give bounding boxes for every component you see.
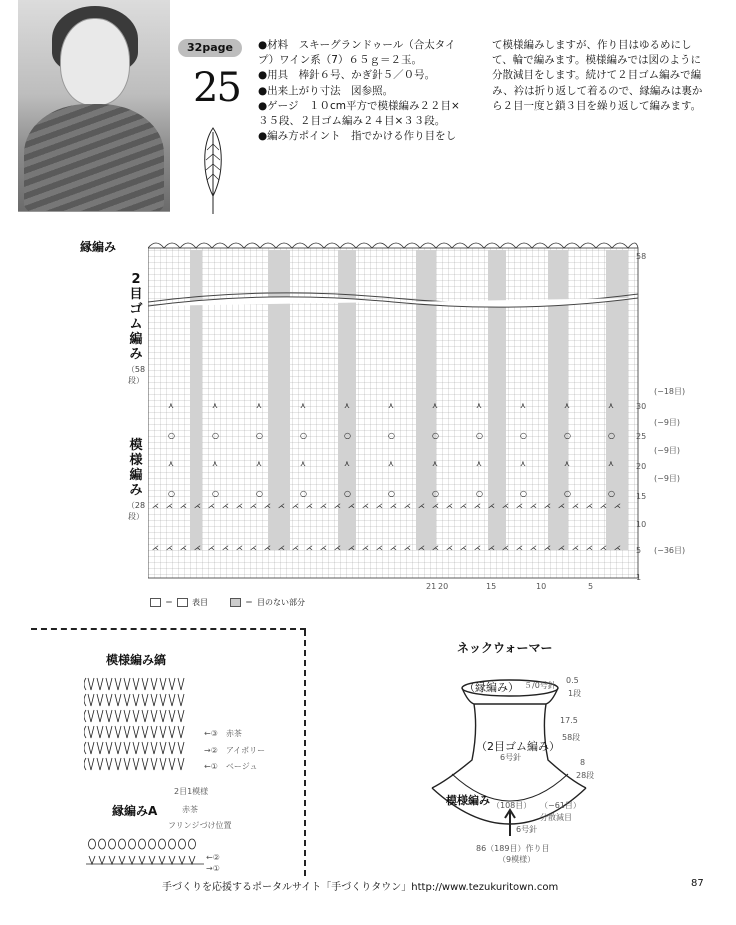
stitch-symbol <box>115 678 121 690</box>
edge-a-diagram <box>86 834 206 870</box>
stitch-symbol <box>169 694 175 706</box>
stitch-symbol <box>178 694 184 706</box>
stitch-symbol: ⋌ <box>306 502 313 510</box>
stitch-symbol <box>115 694 121 706</box>
stitch-symbol: ⋏ <box>256 401 262 410</box>
col-number: 15 <box>486 582 497 591</box>
stitch-symbol: ⋌ <box>334 544 341 552</box>
stitch-symbol: ○ <box>432 431 439 440</box>
stitch-symbol <box>142 726 148 738</box>
stitch-symbol <box>106 710 112 722</box>
col-number: 21 <box>426 582 437 591</box>
stitch-symbol: ⋏ <box>212 401 218 410</box>
stitch-symbol: ⋏ <box>256 459 262 468</box>
stitch-symbol: ⋌ <box>614 502 621 510</box>
stripe-row: ←① ベージュ <box>204 762 258 771</box>
stitch-symbol: ⋌ <box>306 544 313 552</box>
edge-a-row: ←② <box>206 853 220 862</box>
stitch-symbol: ⋌ <box>208 544 215 552</box>
stitch-symbol: ○ <box>432 489 439 498</box>
neck-bottom-a: 86（189目）作り目 <box>476 844 550 853</box>
legend-swatch-blank <box>177 598 188 607</box>
section-divider <box>31 628 306 630</box>
stitch-symbol: ⋌ <box>166 544 173 552</box>
stitch-symbol: ○ <box>520 431 527 440</box>
stitch-symbol <box>160 678 166 690</box>
decrease-label: (−9目) <box>654 474 681 483</box>
stitch-symbol <box>88 710 94 722</box>
stitch-symbol <box>133 758 139 770</box>
stitch-symbol: ⋌ <box>348 544 355 552</box>
stitch-symbol: ⋏ <box>168 401 174 410</box>
stitch-symbol: ⋌ <box>488 502 495 510</box>
stitch-symbol <box>169 758 175 770</box>
stitch-symbol <box>169 839 176 849</box>
neck-rib-rows: 58段 <box>562 733 581 742</box>
stitch-symbol <box>97 742 103 754</box>
stitch-symbol <box>151 758 157 770</box>
stitch-symbol: ⋌ <box>194 544 201 552</box>
stitch-symbol <box>115 742 121 754</box>
stitch-symbol: ○ <box>388 431 395 440</box>
stitch-symbol <box>124 726 130 738</box>
stitch-symbol: ⋏ <box>344 401 350 410</box>
stitch-symbol: ○ <box>212 489 219 498</box>
stitch-symbol <box>88 678 94 690</box>
stitch-symbol <box>124 710 130 722</box>
stitch-symbol <box>97 710 103 722</box>
row-number: 25 <box>636 432 647 441</box>
stitch-symbol <box>88 726 94 738</box>
decrease-label: (−18目) <box>654 387 686 396</box>
stitch-symbol: ⋏ <box>388 401 394 410</box>
stripe-title: 模様編み縞 <box>106 653 167 667</box>
info-line: ●ゲージ １０cm平方で模様編み２２目×３５段、２目ゴム編み２４目×３３段。 <box>258 99 460 128</box>
stitch-symbol: ⋌ <box>250 544 257 552</box>
stitch-symbol <box>89 839 96 849</box>
stitch-symbol <box>106 742 112 754</box>
stitch-symbol <box>151 726 157 738</box>
stitch-symbol <box>151 742 157 754</box>
stitch-symbol: ⋏ <box>520 459 526 468</box>
stitch-symbol: ⋌ <box>600 544 607 552</box>
model-photo <box>18 0 170 212</box>
info-line: ●用具 棒針６号、かぎ針５／０号。 <box>258 69 436 82</box>
stitch-symbol <box>115 710 121 722</box>
stitch-symbol: ⋌ <box>502 502 509 510</box>
stitch-symbol: ⋌ <box>418 502 425 510</box>
chart-legend <box>150 597 305 608</box>
stitch-symbol: ⋌ <box>390 544 397 552</box>
stitch-symbol: ○ <box>608 489 615 498</box>
col-number: 5 <box>588 582 594 591</box>
stitch-symbol: ⋏ <box>564 401 570 410</box>
stitch-symbol: ⋌ <box>558 544 565 552</box>
row-number: 30 <box>636 402 647 411</box>
stitch-symbol <box>124 694 130 706</box>
stitch-symbol: ○ <box>212 431 219 440</box>
stitch-symbol: ⋌ <box>250 502 257 510</box>
stitch-symbol: ⋏ <box>608 459 614 468</box>
stitch-symbol <box>142 758 148 770</box>
stitch-symbol: ⋌ <box>432 502 439 510</box>
neck-decrease-b: （−61目） <box>540 801 581 810</box>
stitch-symbol <box>159 839 166 849</box>
stitch-symbol: ⋏ <box>432 459 438 468</box>
stitch-symbol: ⋌ <box>320 502 327 510</box>
stitch-symbol <box>169 710 175 722</box>
neck-decrease-a: （108目） <box>492 801 532 810</box>
stitch-symbol: ⋌ <box>586 502 593 510</box>
stitch-symbol: ⋌ <box>334 502 341 510</box>
stitch-symbol <box>119 839 126 849</box>
stitch-symbol <box>124 742 130 754</box>
stitch-symbol: ⋌ <box>502 544 509 552</box>
edge-a-title: 縁編みA <box>112 804 158 818</box>
stitch-symbol: ⋌ <box>418 544 425 552</box>
leaf-icon <box>198 124 228 216</box>
stitch-symbol <box>88 758 94 770</box>
stitch-symbol <box>169 742 175 754</box>
stitch-symbol <box>151 710 157 722</box>
edge-label: 縁編み <box>80 240 117 254</box>
stitch-symbol: ○ <box>256 431 263 440</box>
stitch-symbol: ⋌ <box>376 544 383 552</box>
stitch-symbol: ○ <box>256 489 263 498</box>
stitch-symbol: ⋌ <box>460 544 467 552</box>
row-number: 1 <box>636 573 642 582</box>
stitch-symbol: ⋏ <box>608 401 614 410</box>
stitch-symbol <box>133 742 139 754</box>
stitch-symbol <box>142 694 148 706</box>
stitch-symbol <box>160 726 166 738</box>
stitch-symbol: ⋏ <box>344 459 350 468</box>
neck-rib-needle: 6号針 <box>500 753 522 762</box>
stitch-symbol: ⋌ <box>586 544 593 552</box>
stitch-symbol: ⋌ <box>362 544 369 552</box>
stitch-symbol: ⋌ <box>404 502 411 510</box>
row-number: 15 <box>636 492 647 501</box>
neck-pattern-label: 模様編み <box>446 794 490 807</box>
stitch-symbol <box>106 678 112 690</box>
stitch-symbol: ○ <box>520 489 527 498</box>
stitch-symbol: ⋏ <box>476 459 482 468</box>
stitch-symbol: ⋌ <box>488 544 495 552</box>
stitch-symbol <box>151 678 157 690</box>
pattern-rows: （28段） <box>126 501 146 521</box>
stitch-symbol: ⋌ <box>166 502 173 510</box>
stitch-symbol: ⋌ <box>530 502 537 510</box>
stitch-symbol: ⋌ <box>600 502 607 510</box>
stitch-symbol: ⋌ <box>516 502 523 510</box>
stitch-symbol <box>99 839 106 849</box>
stitch-symbol <box>178 742 184 754</box>
stitch-symbol: ⋌ <box>222 544 229 552</box>
stitch-symbol <box>133 694 139 706</box>
legend-eq: ＝ <box>165 598 173 607</box>
stitch-symbol <box>106 726 112 738</box>
stitch-symbol <box>142 710 148 722</box>
stitch-symbol: ⋌ <box>572 502 579 510</box>
pattern-label: 模様編み <box>129 438 143 498</box>
materials-info <box>258 38 470 144</box>
legend-text: 表目 <box>192 598 208 607</box>
stitch-symbol <box>142 742 148 754</box>
stitch-symbol <box>178 678 184 690</box>
stitch-symbol: ⋏ <box>212 459 218 468</box>
stitch-symbol: ⋌ <box>544 502 551 510</box>
stitch-symbol <box>106 758 112 770</box>
stitch-symbol <box>97 678 103 690</box>
decrease-label: (−9目) <box>654 446 681 455</box>
stitch-symbol <box>160 742 166 754</box>
stitch-symbol: ⋏ <box>476 401 482 410</box>
stitch-symbol <box>189 839 196 849</box>
decrease-label: (−9目) <box>654 418 681 427</box>
row-number: 20 <box>636 462 647 471</box>
stitch-symbol: ⋌ <box>236 544 243 552</box>
page-ref-badge: 32page <box>178 39 242 57</box>
stitch-symbol <box>160 694 166 706</box>
stitch-symbol: ○ <box>388 489 395 498</box>
stitch-symbol: ⋌ <box>404 544 411 552</box>
stitch-symbol: ⋌ <box>474 502 481 510</box>
neck-rib-label: （2目ゴム編み） <box>476 740 560 753</box>
stripe-row: ←③ 赤茶 <box>204 729 242 738</box>
stitch-symbol <box>151 694 157 706</box>
stitch-symbol: ⋌ <box>292 502 299 510</box>
row-number: 58 <box>636 252 647 261</box>
stitch-symbol <box>160 758 166 770</box>
stitch-symbol <box>169 678 175 690</box>
stitch-symbol: ○ <box>564 489 571 498</box>
stitch-symbol: ⋏ <box>520 401 526 410</box>
legend-swatch-gray <box>230 598 241 607</box>
stitch-symbol: ⋌ <box>474 544 481 552</box>
stitch-symbol: ⋌ <box>222 502 229 510</box>
stitch-symbol: ○ <box>344 489 351 498</box>
neck-top-dim: 0.5 <box>566 676 579 685</box>
stitch-symbol <box>106 694 112 706</box>
info-line: ●出来上がり寸法 図参照。 <box>258 84 394 97</box>
stitch-symbol: ⋌ <box>460 502 467 510</box>
col-number: 20 <box>438 582 449 591</box>
footer-text: 手づくりを応援するポータルサイト「手づくりタウン」http://www.tezukuritown.com <box>162 882 559 893</box>
stitch-symbol: ⋌ <box>432 544 439 552</box>
stitch-symbol: ○ <box>168 489 175 498</box>
legend-eq: ＝ <box>245 598 253 607</box>
neck-pattern-needle: 6号針 <box>516 825 538 834</box>
stitch-symbol <box>149 839 156 849</box>
stitch-symbol: ⋌ <box>376 502 383 510</box>
info-line: ●材料 スキーグランドゥール（合太タイプ）ワイン系（7）６５ｇ＝２玉。 <box>258 39 456 67</box>
stitch-symbol: ⋏ <box>564 459 570 468</box>
stitch-symbol: ○ <box>608 431 615 440</box>
stitch-symbol: ○ <box>564 431 571 440</box>
stitch-symbol: ⋌ <box>236 502 243 510</box>
col-number: 10 <box>536 582 547 591</box>
stitch-symbol: ⋌ <box>544 544 551 552</box>
stitch-symbol <box>178 758 184 770</box>
neck-pattern-dim: 8 <box>580 758 586 767</box>
stitch-symbol: ⋌ <box>530 544 537 552</box>
stitch-symbol <box>88 742 94 754</box>
neck-rib-dim: 17.5 <box>560 716 578 725</box>
stitch-symbol <box>124 678 130 690</box>
row-number: 5 <box>636 546 642 555</box>
stitch-symbol: ⋌ <box>264 544 271 552</box>
stitch-symbol <box>133 726 139 738</box>
stitch-symbol: ⋌ <box>362 502 369 510</box>
stitch-symbol <box>178 710 184 722</box>
stripe-repeat: 2目1模様 <box>174 787 209 796</box>
stitch-symbol <box>139 839 146 849</box>
stitch-symbol: ⋌ <box>180 544 187 552</box>
neck-top-rows: 1段 <box>568 689 582 698</box>
knitting-chart <box>148 238 645 584</box>
stitch-symbol: ⋌ <box>516 544 523 552</box>
stitch-symbol <box>179 839 186 849</box>
stitch-symbol: ⋌ <box>152 502 159 510</box>
stitch-symbol: ○ <box>300 431 307 440</box>
stitch-symbol: ⋌ <box>278 544 285 552</box>
neck-top-label: （縁編み） <box>464 681 519 694</box>
instructions-text: て模様編みしますが、作り目はゆるめにして、輪で編みます。模様編みでは図のように分散減目をします。続けて２目ゴム編みで編み、衿は折り返して着るので、縁編みは裏から２目一度と鎖３目を繰り返して編みます。 <box>492 39 703 112</box>
decrease-label: (−36目) <box>654 546 686 555</box>
stitch-symbol: ⋌ <box>572 544 579 552</box>
stitch-symbol: ○ <box>344 431 351 440</box>
stitch-symbol: ⋌ <box>348 502 355 510</box>
stitch-symbol: ⋏ <box>300 459 306 468</box>
stitch-symbol: ○ <box>168 431 175 440</box>
stitch-symbol: ⋌ <box>446 544 453 552</box>
row-number: 10 <box>636 520 647 529</box>
stitch-symbol: ⋏ <box>388 459 394 468</box>
stitch-symbol: ⋌ <box>278 502 285 510</box>
stitch-symbol: ⋏ <box>300 401 306 410</box>
stitch-symbol <box>97 694 103 706</box>
stitch-symbol: ⋌ <box>264 502 271 510</box>
stitch-symbol <box>169 726 175 738</box>
stitch-symbol <box>133 710 139 722</box>
stitch-symbol: ⋌ <box>390 502 397 510</box>
pattern-number: 25 <box>193 65 240 111</box>
stitch-symbol <box>133 678 139 690</box>
stitch-symbol: ⋌ <box>614 544 621 552</box>
stitch-symbol <box>115 758 121 770</box>
neck-top-needle: ５/0号針 <box>524 681 556 690</box>
stitch-symbol <box>115 726 121 738</box>
stripe-diagram <box>84 670 194 782</box>
stitch-symbol <box>88 694 94 706</box>
section-divider <box>304 630 306 876</box>
stitch-symbol: ○ <box>476 489 483 498</box>
edge-a-row: →① <box>206 864 220 873</box>
legend-text: 目のない部分 <box>257 598 305 607</box>
stitch-symbol <box>109 839 116 849</box>
rib-rows: （58段） <box>126 365 146 385</box>
stitch-symbol: ⋏ <box>432 401 438 410</box>
edge-a-fringe: フリンジづけ位置 <box>168 821 232 830</box>
neck-decrease-c: 分散減目 <box>540 813 572 822</box>
neck-bottom-b: （9模様） <box>498 855 536 864</box>
stripe-row: →② アイボリー <box>204 746 266 755</box>
neck-pattern-rows: 28段 <box>576 771 595 780</box>
stitch-symbol: ⋌ <box>180 502 187 510</box>
stitch-symbol <box>160 710 166 722</box>
stitch-symbol <box>97 758 103 770</box>
stitch-symbol <box>97 726 103 738</box>
stitch-symbol: ⋌ <box>558 502 565 510</box>
stitch-symbol: ⋌ <box>152 544 159 552</box>
legend-swatch-blank <box>150 598 161 607</box>
stitch-symbol: ⋌ <box>194 502 201 510</box>
stitch-symbol <box>129 839 136 849</box>
stitch-symbol: ○ <box>300 489 307 498</box>
stitch-symbol: ⋌ <box>208 502 215 510</box>
neck-title: ネックウォーマー <box>457 641 553 655</box>
stitch-symbol: ⋌ <box>292 544 299 552</box>
stitch-symbol <box>178 726 184 738</box>
stitch-symbol <box>142 678 148 690</box>
stitch-symbol: ⋌ <box>446 502 453 510</box>
stitch-symbol: ⋌ <box>320 544 327 552</box>
edge-a-color: 赤茶 <box>182 805 198 814</box>
rib-label: 2目ゴム編み <box>129 272 143 362</box>
info-line: ●編み方ポイント 指でかける作り目をし <box>258 130 457 143</box>
stitch-symbol: ⋏ <box>168 459 174 468</box>
stitch-symbol: ○ <box>476 431 483 440</box>
stitch-symbol <box>124 758 130 770</box>
page-number: 87 <box>691 878 704 889</box>
